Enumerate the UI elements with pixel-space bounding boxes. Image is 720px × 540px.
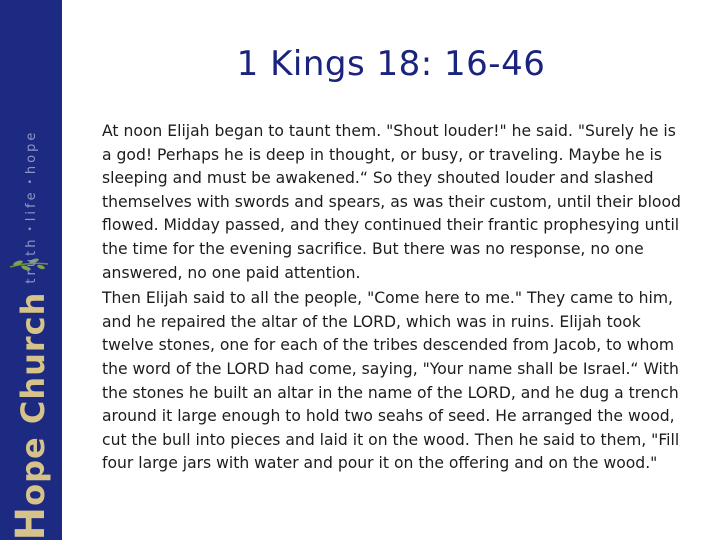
brand-name: Hope Church xyxy=(8,291,54,540)
tagline-word: hope xyxy=(23,129,39,175)
slide-title: 1 Kings 18: 16-46 xyxy=(236,44,546,84)
sidebar-branding xyxy=(0,0,62,540)
slide-body xyxy=(102,120,684,478)
brand-logo xyxy=(8,130,54,540)
tagline-word: life xyxy=(23,189,39,222)
scripture-paragraph: Then Elijah said to all the people, "Come here to me." They came to him, and he repaired the altar of the LORD, which was in ruins. Elijah took twelve stones, one for each of the tribes descended from Jacob, to whom the word of the LORD had come, saying, "Your name shall be Israel.“ With the stones he built an altar in the name of the LORD, and he dug a trench around it large enough to hold two seahs of seed. He arranged the wood, cut the bull into pieces and laid it on the wood. Then he said to them, "Fill four large jars with water and pour it on the offering and on the wood." xyxy=(102,289,680,473)
tagline-separator: • xyxy=(26,226,36,232)
scripture-paragraph: At noon Elijah began to taunt them. "Shout louder!" he said. "Surely he is a god! Perhaps he is deep in thought, or busy, or traveling. Maybe he is sleeping and must be awakened.“ So they shouted louder and slashed themselves with swords and spears, as was their custom, until their blood flowed. Midday passed, and they continued their frantic prophesying until the time for the evening sacrifice. But there was no response, no one answered, no one paid attention. xyxy=(102,122,681,282)
tagline-separator: • xyxy=(26,179,36,185)
brand-tagline xyxy=(24,130,39,284)
tagline-word: truth xyxy=(23,236,39,284)
